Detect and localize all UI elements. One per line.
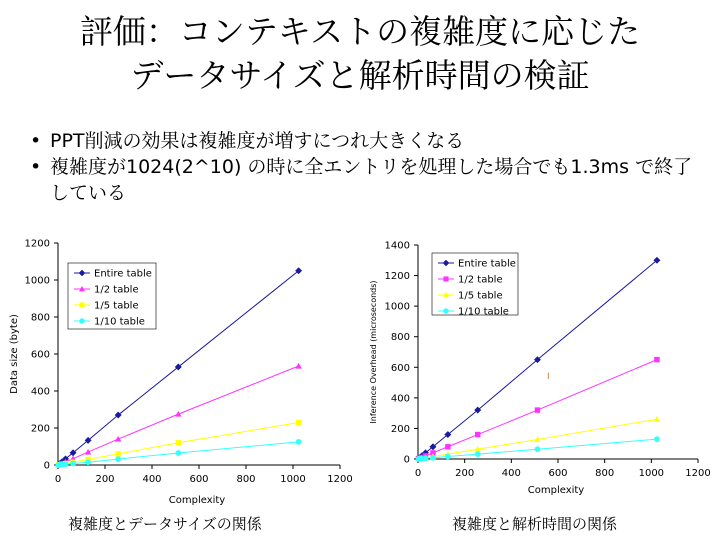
legend	[68, 263, 156, 329]
legend-entry: Entire table	[458, 258, 516, 270]
legend-entry: 1/10 table	[458, 306, 509, 318]
data-point	[535, 446, 541, 452]
x-tick-label: 1200	[685, 468, 711, 479]
title-line-2: データサイズと解析時間の検証	[130, 56, 590, 95]
caption-left: 複雑度とデータサイズの関係	[68, 515, 262, 533]
bullet-dot-icon: •	[30, 130, 42, 152]
y-tick-label: 400	[390, 393, 410, 405]
x-tick-label: 200	[455, 468, 475, 479]
y-axis-label: Inference Overhead (microseconds)	[369, 280, 378, 424]
data-point	[654, 357, 659, 362]
x-tick-label: 600	[189, 474, 209, 485]
data-point	[423, 456, 429, 462]
data-size-chart	[9, 239, 353, 507]
y-tick-label: 0	[403, 454, 410, 466]
data-point	[445, 444, 450, 449]
y-tick-label: 800	[30, 312, 50, 324]
legend-entry: 1/5 table	[458, 290, 503, 302]
legend-marker	[79, 318, 84, 323]
bullet-text: PPT削減の効果は複雑度が増すにつれ大きくなる	[50, 130, 465, 152]
title-line-1: 評価：コンテキストの複雑度に応じた	[79, 12, 641, 51]
data-point	[175, 450, 181, 456]
data-point	[175, 411, 181, 417]
data-point	[70, 461, 76, 467]
data-point	[115, 451, 120, 456]
data-point	[63, 461, 69, 467]
legend-entry: Entire table	[94, 268, 152, 280]
x-tick-label: 600	[548, 468, 568, 479]
y-tick-label: 600	[390, 362, 410, 374]
stray-mark: I	[547, 372, 550, 382]
x-axis-label: Complexity	[527, 485, 585, 496]
x-tick-label: 800	[236, 474, 256, 485]
y-tick-label: 1200	[24, 238, 50, 250]
caption-right: 複雑度と解析時間の関係	[452, 515, 618, 533]
legend-marker	[443, 276, 448, 281]
y-tick-label: 0	[43, 460, 50, 472]
y-tick-label: 1000	[24, 275, 50, 287]
data-point	[445, 454, 451, 460]
data-point	[430, 455, 436, 461]
data-point	[296, 439, 302, 445]
data-point	[115, 436, 121, 442]
y-tick-label: 1200	[384, 271, 410, 283]
bullet-text: 複雑度が1024(2^10) の時に全エントリを処理した場合でも1.3ms で終了している	[50, 156, 693, 204]
data-point	[176, 440, 181, 445]
y-tick-label: 1400	[384, 240, 410, 252]
x-tick-label: 1000	[638, 468, 665, 479]
y-tick-label: 200	[30, 423, 50, 435]
x-tick-label: 1200	[327, 474, 353, 485]
y-tick-label: 600	[30, 349, 50, 361]
x-tick-label: 1000	[280, 474, 306, 485]
series-1-5-table	[415, 416, 660, 462]
data-point	[115, 456, 121, 462]
x-tick-label: 0	[54, 474, 62, 485]
data-point	[475, 451, 481, 457]
x-tick-label: 800	[595, 468, 615, 479]
inference-time-chart	[369, 241, 711, 497]
legend-marker	[79, 302, 84, 307]
legend-entry: 1/2 table	[458, 274, 503, 286]
legend-entry: 1/2 table	[94, 284, 139, 296]
data-point	[295, 363, 301, 369]
data-point	[654, 436, 660, 442]
x-tick-label: 400	[501, 468, 521, 479]
series-1-5-table	[56, 420, 302, 468]
x-tick-label: 0	[414, 468, 422, 479]
y-axis-label: Data size (byte)	[9, 314, 20, 394]
data-point	[475, 432, 480, 437]
x-tick-label: 200	[95, 474, 115, 485]
y-tick-label: 1000	[384, 301, 410, 313]
legend-marker	[443, 308, 448, 313]
data-point	[296, 420, 301, 425]
x-tick-label: 400	[142, 474, 162, 485]
legend-entry: 1/5 table	[94, 300, 139, 312]
series-1-2-table	[416, 357, 660, 462]
data-point	[535, 407, 540, 412]
y-tick-label: 200	[390, 423, 410, 435]
data-point	[85, 459, 91, 465]
y-tick-label: 800	[390, 332, 410, 344]
y-tick-label: 400	[30, 386, 50, 398]
data-point	[654, 416, 660, 422]
legend-entry: 1/10 table	[94, 316, 145, 328]
bullet-dot-icon: •	[30, 156, 42, 178]
data-point	[85, 449, 91, 455]
legend	[432, 253, 518, 318]
x-axis-label: Complexity	[168, 495, 226, 506]
